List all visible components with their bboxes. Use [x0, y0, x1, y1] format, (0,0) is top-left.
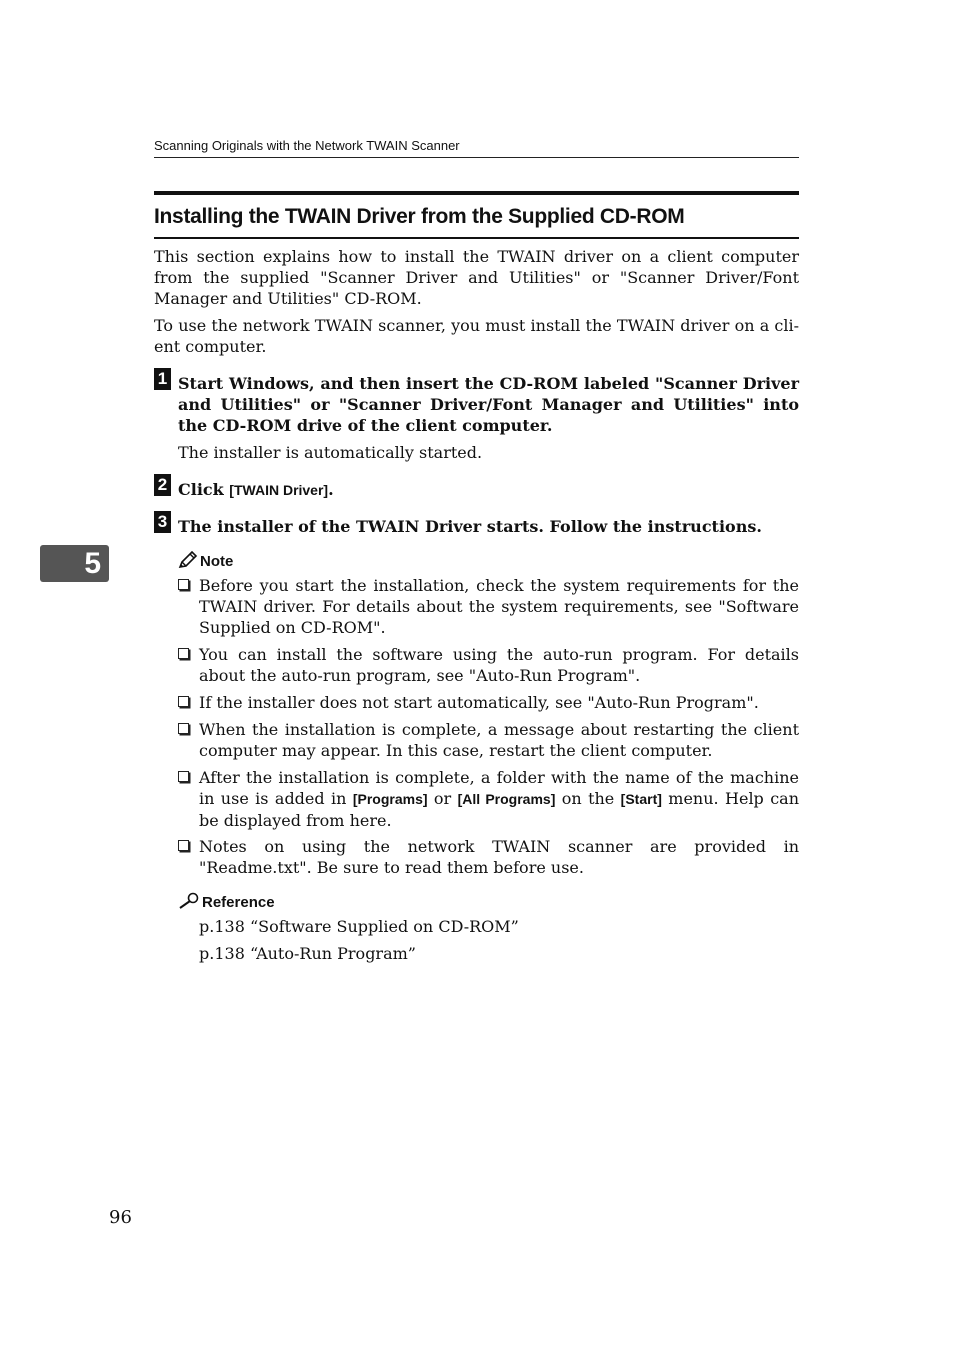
twain-driver-key: [TWAIN Driver] — [229, 482, 329, 498]
step-3-number: 3 — [154, 511, 171, 533]
note-item-text: If the installer does not start automatically, see "Auto-Run Program". — [199, 693, 759, 712]
programs-key: [Programs] — [352, 791, 428, 807]
step-2-suffix: . — [328, 480, 334, 499]
step-1-number: 1 — [154, 368, 171, 390]
note-text-part: on the — [555, 789, 621, 808]
checkbox-bullet-icon — [178, 840, 189, 851]
step-3-text: The installer of the TWAIN Driver starts. Follow the instructions. — [178, 517, 762, 536]
checkbox-bullet-icon — [178, 579, 189, 590]
note-item — [178, 719, 799, 761]
step-2-prefix: Click — [178, 480, 230, 499]
note-heading — [178, 551, 233, 571]
note-label: Note — [200, 553, 234, 570]
all-programs-key: [All Programs] — [457, 791, 556, 807]
intro-paragraph-2: To use the network TWAIN scanner, you must install the TWAIN driver on a cli-ent computer. — [154, 316, 799, 356]
step-2-text — [178, 479, 799, 501]
pencil-icon — [178, 551, 198, 569]
page-number: 96 — [109, 1207, 132, 1228]
reference-link-software[interactable]: p.138 “Software Supplied on CD-ROM” — [199, 917, 519, 936]
note-item — [178, 692, 799, 713]
section-title: Installing the TWAIN Driver from the Supplied CD-ROM — [154, 191, 799, 239]
note-text-part: or — [427, 789, 458, 808]
note-item — [178, 767, 799, 831]
step-1-text: Start Windows, and then insert the CD-ROM labeled "Scanner Driver and Utilities" or "Scanner Driver/Font Manager and Utilities" into the CD-ROM drive of the client computer. — [178, 374, 799, 435]
checkbox-bullet-icon — [178, 696, 189, 707]
note-item-text: When the installation is complete, a message about restarting the client computer may appear. In this case, restart the client computer. — [199, 720, 799, 760]
note-item-text: You can install the software using the auto-run program. For details about the auto-run program, see "Auto-Run Program". — [199, 645, 799, 685]
step-1-result: The installer is automatically started. — [178, 443, 483, 462]
running-header: Scanning Originals with the Network TWAIN Scanner — [154, 138, 799, 158]
note-item — [178, 644, 799, 686]
start-key: [Start] — [620, 791, 662, 807]
note-item — [178, 575, 799, 638]
note-item-text: Notes on using the network TWAIN scanner are provided in "Readme.txt". Be sure to read them before use. — [199, 837, 799, 877]
reference-heading — [178, 892, 275, 912]
note-text-part: menu. Help can be displayed from here. — [199, 789, 799, 830]
note-item-text: Before you start the installation, check the system requirements for the TWAIN driver. For details about the system requirements, see "Software Supplied on CD-ROM". — [199, 576, 799, 637]
step-2-number: 2 — [154, 474, 171, 496]
intro-paragraph-1: This section explains how to install the TWAIN driver on a client computer from the supplied "Scanner Driver and Utilities" or "Scanner Driver/Font Manager and Utilities" CD-ROM. — [154, 247, 799, 308]
checkbox-bullet-icon — [178, 771, 189, 782]
note-item-text — [199, 767, 799, 831]
note-item — [178, 836, 799, 878]
note-text-part: After the installation is complete, a folder with the name of the machine in use is added in — [199, 768, 799, 808]
reference-link-autorun[interactable]: p.138 “Auto-Run Program” — [199, 944, 416, 963]
magnifier-icon — [178, 892, 200, 910]
checkbox-bullet-icon — [178, 723, 189, 734]
chapter-tab: 5 — [40, 545, 109, 582]
reference-label: Reference — [202, 894, 275, 911]
checkbox-bullet-icon — [178, 648, 189, 659]
